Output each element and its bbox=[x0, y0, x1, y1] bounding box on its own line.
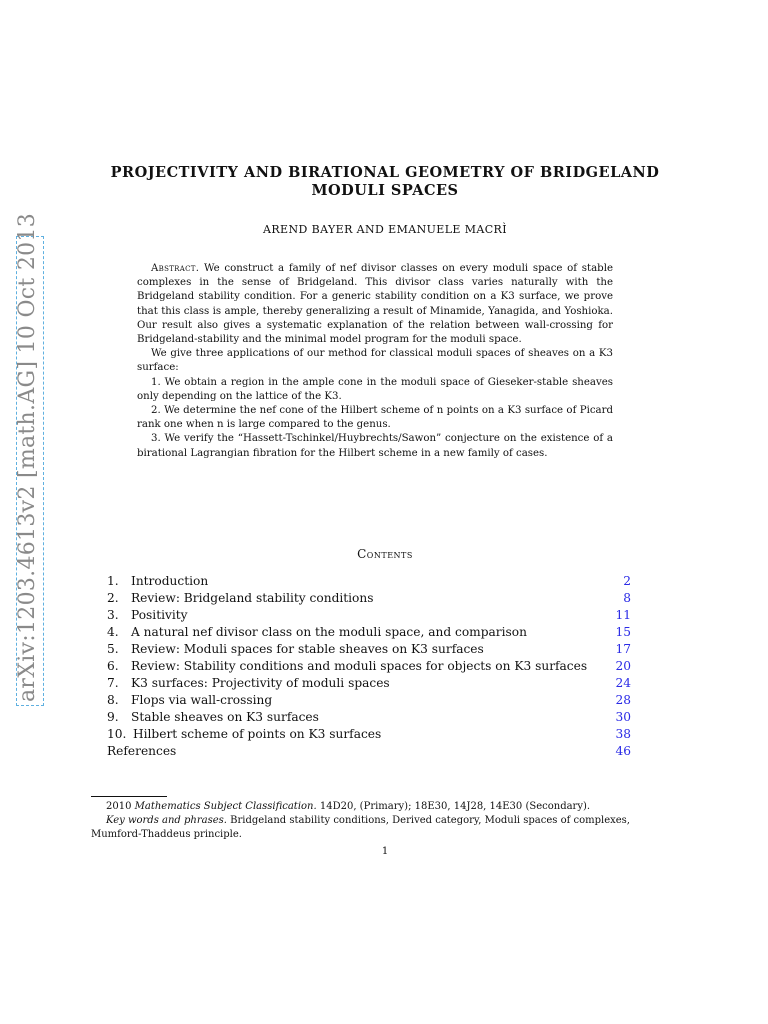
keywords bbox=[91, 814, 639, 842]
toc-number: 2. bbox=[107, 591, 119, 605]
toc-page-link[interactable]: 38 bbox=[615, 727, 631, 741]
toc-entry bbox=[107, 607, 631, 624]
toc-entry bbox=[107, 590, 631, 607]
toc-entry bbox=[107, 743, 631, 760]
footnotes bbox=[91, 800, 639, 842]
abstract-item-2: 2. We determine the nef cone of the Hilbert scheme of n points on a K3 surface of Picard rank one when n is large compared to the genus. bbox=[137, 405, 613, 431]
toc-title: A natural nef divisor class on the moduli space, and comparison bbox=[131, 625, 527, 639]
toc-number: 10. bbox=[107, 727, 127, 741]
paper-title bbox=[90, 164, 680, 200]
abstract-label: Abstract. bbox=[151, 263, 200, 274]
footnote-rule bbox=[91, 796, 167, 797]
toc-page-link[interactable]: 2 bbox=[623, 574, 631, 588]
abstract-item-3: 3. We verify the “Hassett-Tschinkel/Huybrechts/Sawon” conjecture on the existence of a birational Lagrangian fibration for the Hilbert scheme in a new family of cases. bbox=[137, 433, 613, 459]
toc-number: 5. bbox=[107, 642, 119, 656]
toc-page-link[interactable]: 17 bbox=[615, 642, 631, 656]
toc-title: K3 surfaces: Projectivity of moduli spaces bbox=[131, 676, 390, 690]
title-line-1: PROJECTIVITY AND BIRATIONAL GEOMETRY OF BRIDGELAND bbox=[110, 164, 660, 181]
abstract-paragraph-2: We give three applications of our method for classical moduli spaces of sheaves on a K3 surface: bbox=[137, 348, 613, 374]
contents-heading: Contents bbox=[357, 547, 413, 561]
toc-title: Review: Stability conditions and moduli spaces for objects on K3 surfaces bbox=[131, 659, 588, 673]
toc-page-link[interactable]: 15 bbox=[615, 625, 631, 639]
toc-title: Stable sheaves on K3 surfaces bbox=[131, 710, 319, 724]
toc-title: Hilbert scheme of points on K3 surfaces bbox=[133, 727, 382, 741]
toc-page-link[interactable]: 30 bbox=[615, 710, 631, 724]
abstract-text: We construct a family of nef divisor classes on every moduli space of stable complexes in the sense of Bridgeland. This divisor class varies naturally with the Bridgeland stability condition. For a generic stability condition on a K3 surface, we prove that this class is ample, thereby generalizing a result of Minamide, Yanagida, and Yoshioka. Our result also gives a systematic explanation of the relation between wall-crossing for Bridgeland-stability and the minimal model program for the moduli space. bbox=[137, 263, 613, 346]
toc-entry bbox=[107, 675, 631, 692]
abstract-item-1: 1. We obtain a region in the ample cone in the moduli space of Gieseker-stable sheaves only depending on the lattice of the K3. bbox=[137, 376, 613, 402]
abstract-paragraph-1 bbox=[137, 262, 613, 347]
abstract bbox=[137, 262, 613, 461]
toc-entry bbox=[107, 726, 631, 743]
toc-page-link[interactable]: 8 bbox=[623, 591, 631, 605]
toc-entry bbox=[107, 573, 631, 590]
msc-classification bbox=[91, 800, 639, 814]
toc-page-link[interactable]: 11 bbox=[615, 608, 631, 622]
toc-title: Positivity bbox=[131, 608, 188, 622]
toc-number: 3. bbox=[107, 608, 119, 622]
toc-title: Review: Bridgeland stability conditions bbox=[131, 591, 374, 605]
title-line-2: MODULI SPACES bbox=[311, 182, 459, 199]
msc-text: 14D20, (Primary); 18E30, 14J28, 14E30 (Secondary). bbox=[319, 801, 591, 812]
keywords-label: Key words and phrases. bbox=[106, 815, 227, 826]
msc-year: 2010 bbox=[106, 801, 132, 812]
toc-page-link[interactable]: 28 bbox=[615, 693, 631, 707]
table-of-contents bbox=[107, 573, 631, 760]
toc-number: 9. bbox=[107, 710, 119, 724]
msc-label: Mathematics Subject Classification. bbox=[134, 801, 317, 812]
toc-entry bbox=[107, 692, 631, 709]
toc-number: 1. bbox=[107, 574, 119, 588]
toc-page-link[interactable]: 46 bbox=[615, 744, 631, 758]
authors: AREND BAYER AND EMANUELE MACRÌ bbox=[263, 223, 507, 236]
toc-title: Review: Moduli spaces for stable sheaves on K3 surfaces bbox=[131, 642, 484, 656]
toc-page-link[interactable]: 24 bbox=[615, 676, 631, 690]
toc-entry bbox=[107, 709, 631, 726]
toc-entry bbox=[107, 624, 631, 641]
toc-title: References bbox=[107, 744, 177, 758]
toc-title: Flops via wall-crossing bbox=[131, 693, 273, 707]
toc-number: 6. bbox=[107, 659, 119, 673]
toc-title: Introduction bbox=[131, 574, 209, 588]
toc-number: 7. bbox=[107, 676, 119, 690]
keywords-text: Bridgeland stability conditions, Derived category, Moduli spaces of complexes, Mumford-Thaddeus principle. bbox=[91, 815, 630, 840]
toc-entry bbox=[107, 658, 631, 675]
toc-number: 8. bbox=[107, 693, 119, 707]
arxiv-identifier[interactable]: arXiv:1203.4613v2 [math.AG] 10 Oct 2013 bbox=[15, 212, 40, 702]
page-number: 1 bbox=[381, 846, 389, 857]
toc-number: 4. bbox=[107, 625, 119, 639]
toc-entry bbox=[107, 641, 631, 658]
toc-page-link[interactable]: 20 bbox=[615, 659, 631, 673]
